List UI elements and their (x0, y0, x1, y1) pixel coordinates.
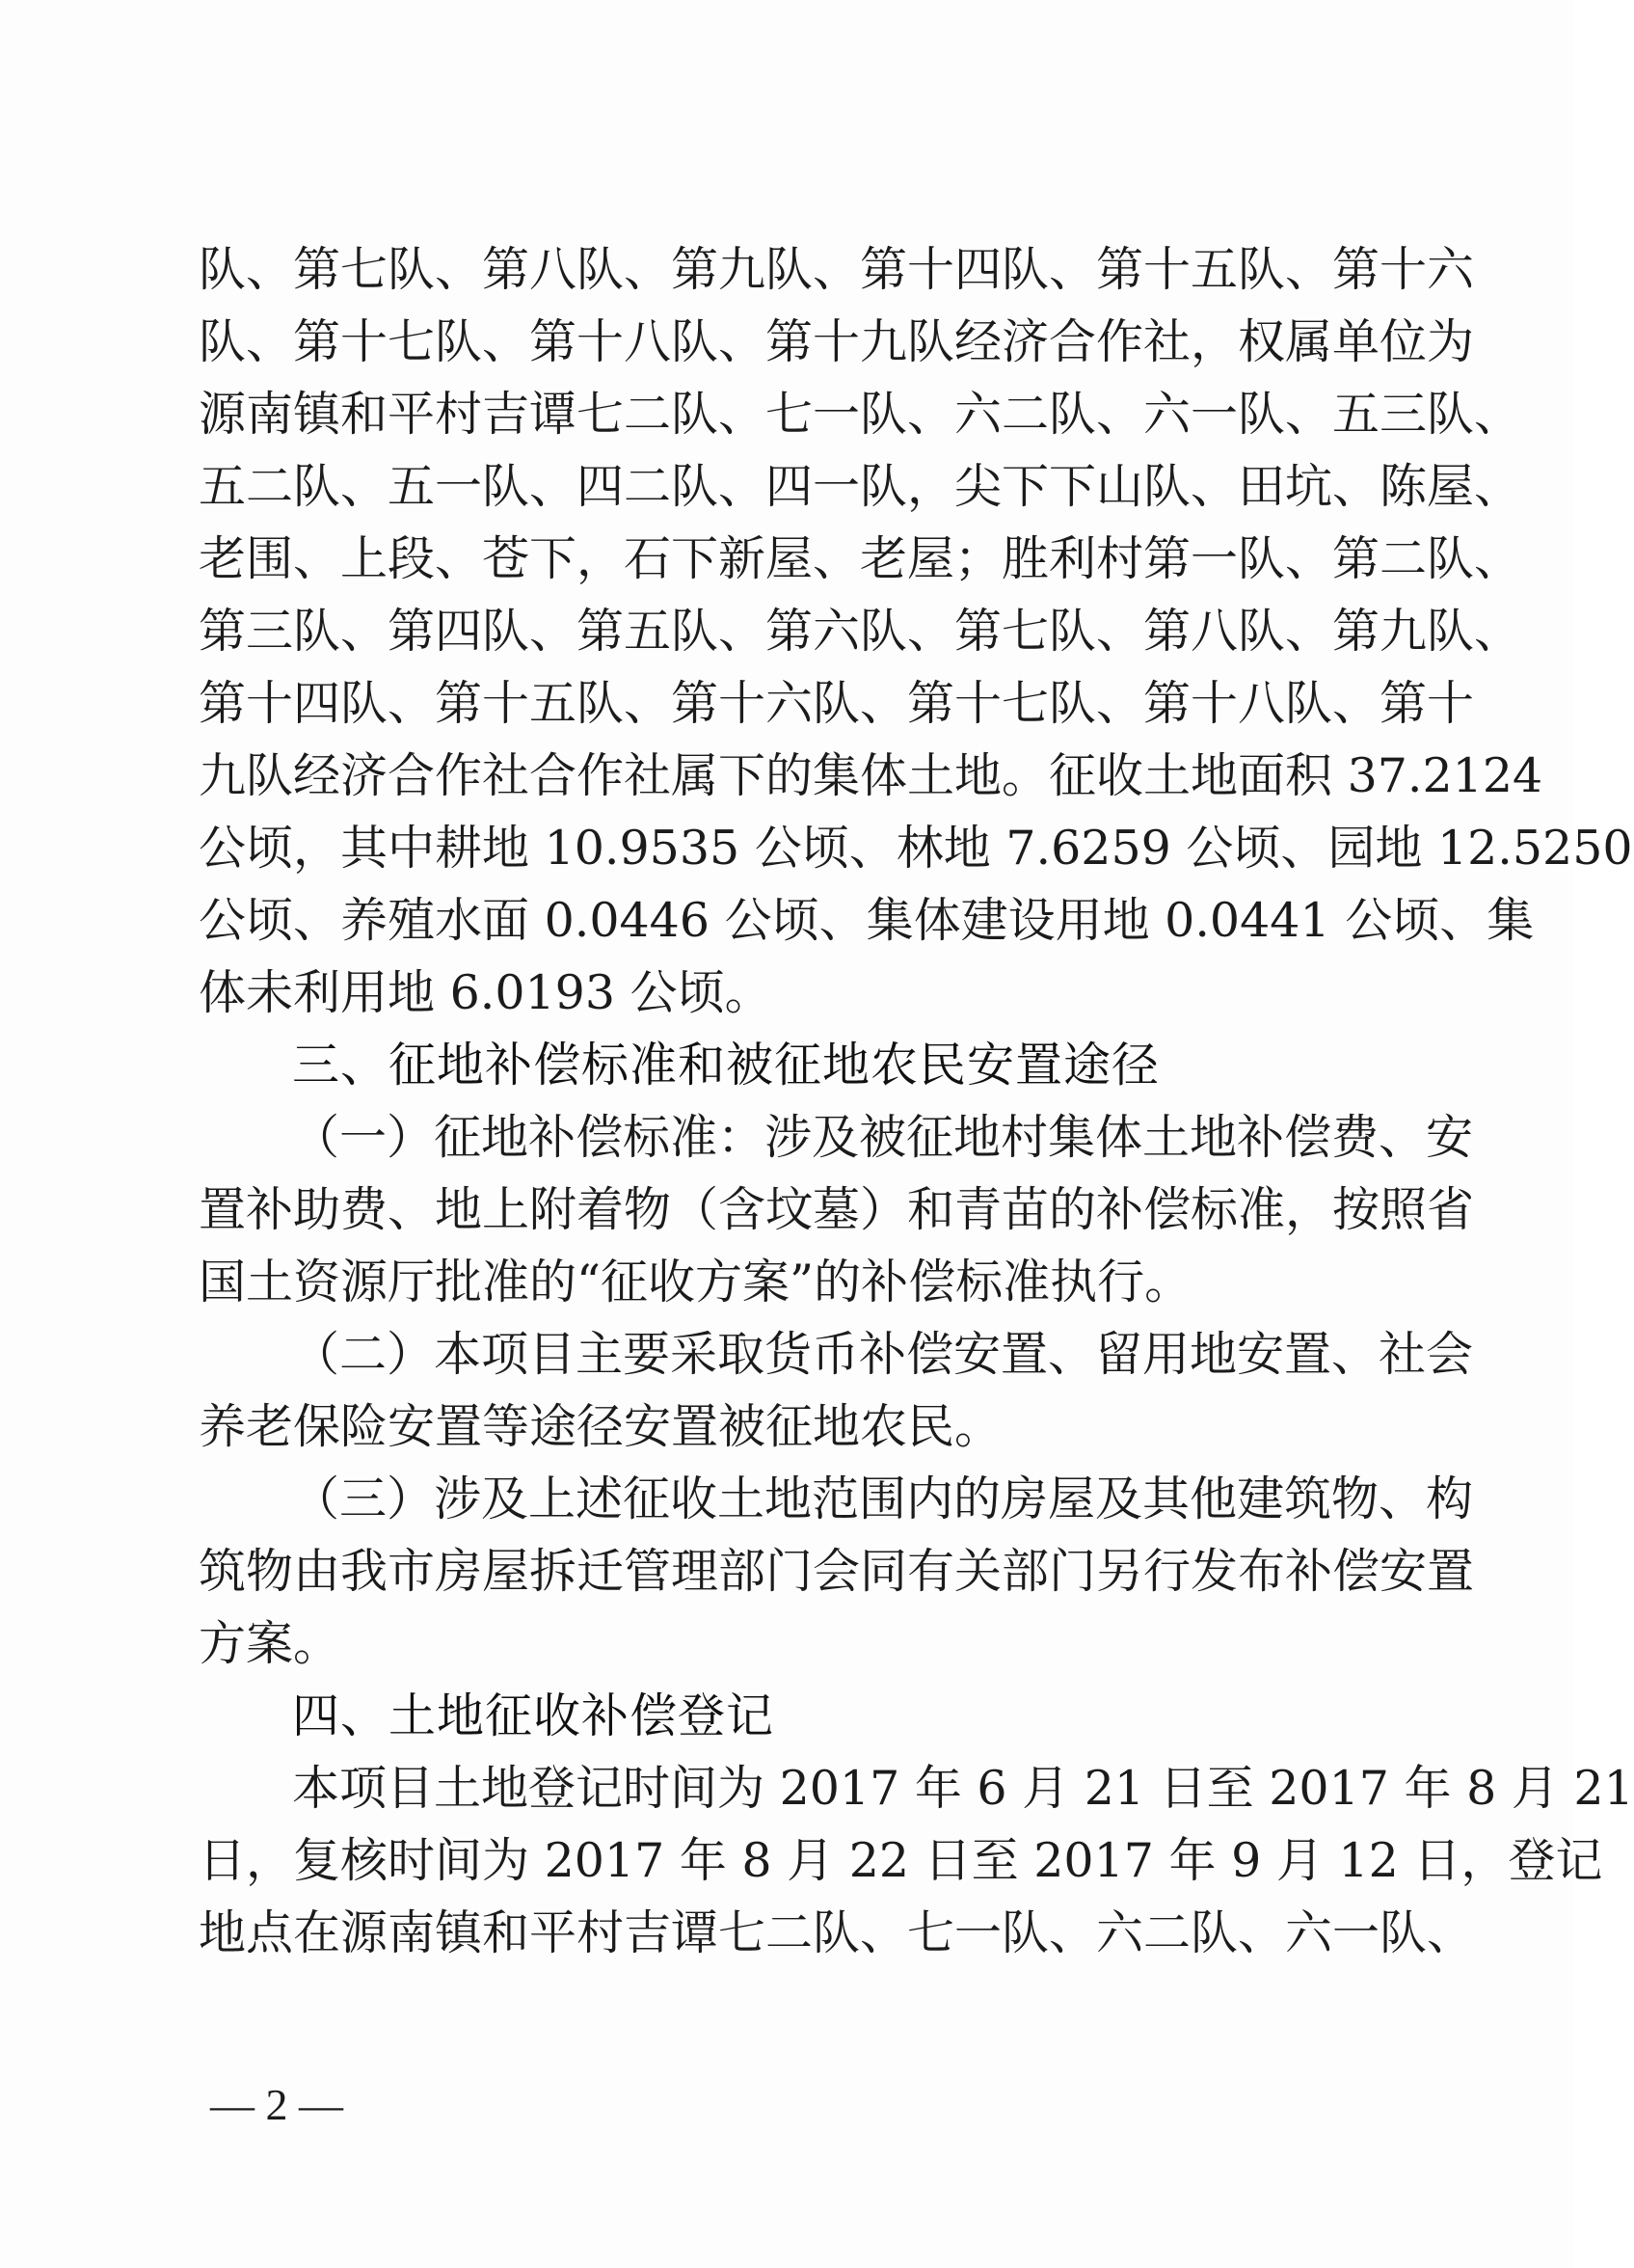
text-line: 体未利用地 6.0193 公顷。 (199, 965, 772, 1020)
text-line: （一）征地补偿标准：涉及被征地村集体土地补偿费、安 (292, 1110, 1474, 1165)
text-line: 源南镇和平村吉谭七二队、七一队、六二队、六一队、五三队、 (199, 387, 1522, 442)
text-line: 公顷，其中耕地 10.9535 公顷、林地 7.6259 公顷、园地 12.5250 (199, 821, 1633, 876)
text-line: 地点在源南镇和平村吉谭七二队、七一队、六二队、六一队、 (199, 1905, 1475, 1960)
text-line: 第十四队、第十五队、第十六队、第十七队、第十八队、第十 (199, 676, 1475, 731)
text-line: （三）涉及上述征收土地范围内的房屋及其他建筑物、构 (292, 1472, 1474, 1526)
text-line: 筑物由我市房屋拆迁管理部门会同有关部门另行发布补偿安置 (199, 1544, 1475, 1599)
text-line: 老围、上段、苍下，石下新屋、老屋；胜利村第一队、第二队、 (199, 531, 1522, 586)
text-line: 日，复核时间为 2017 年 8 月 22 日至 2017 年 9 月 12 日，登记 (199, 1833, 1603, 1888)
text-line: 国土资源厅批准的“征收方案”的补偿标准执行。 (199, 1255, 1192, 1310)
text-line: 养老保险安置等途径安置被征地农民。 (199, 1399, 1003, 1454)
section-heading: 四、土地征收补偿登记 (292, 1688, 775, 1743)
page-number: — 2 — (210, 2080, 343, 2129)
text-line: 本项目土地登记时间为 2017 年 6 月 21 日至 2017 年 8 月 21 (292, 1761, 1634, 1816)
text-line: （二）本项目主要采取货币补偿安置、留用地安置、社会 (292, 1327, 1474, 1382)
section-heading: 三、征地补偿标准和被征地农民安置途径 (292, 1038, 1161, 1093)
text-line: 第三队、第四队、第五队、第六队、第七队、第八队、第九队、 (199, 604, 1522, 659)
text-line: 置补助费、地上附着物（含坟墓）和青苗的补偿标准，按照省 (199, 1182, 1475, 1237)
text-line: 九队经济合作社合作社属下的集体土地。征收土地面积 37.2124 (199, 748, 1543, 803)
text-line: 方案。 (199, 1616, 341, 1671)
text-line: 队、第十七队、第十八队、第十九队经济合作社，权属单位为 (199, 314, 1475, 369)
text-line: 公顷、养殖水面 0.0446 公顷、集体建设用地 0.0441 公顷、集 (199, 893, 1535, 948)
text-line: 五二队、五一队、四二队、四一队，尖下下山队、田坑、陈屋、 (199, 459, 1522, 514)
text-line: 队、第七队、第八队、第九队、第十四队、第十五队、第十六 (199, 242, 1475, 297)
